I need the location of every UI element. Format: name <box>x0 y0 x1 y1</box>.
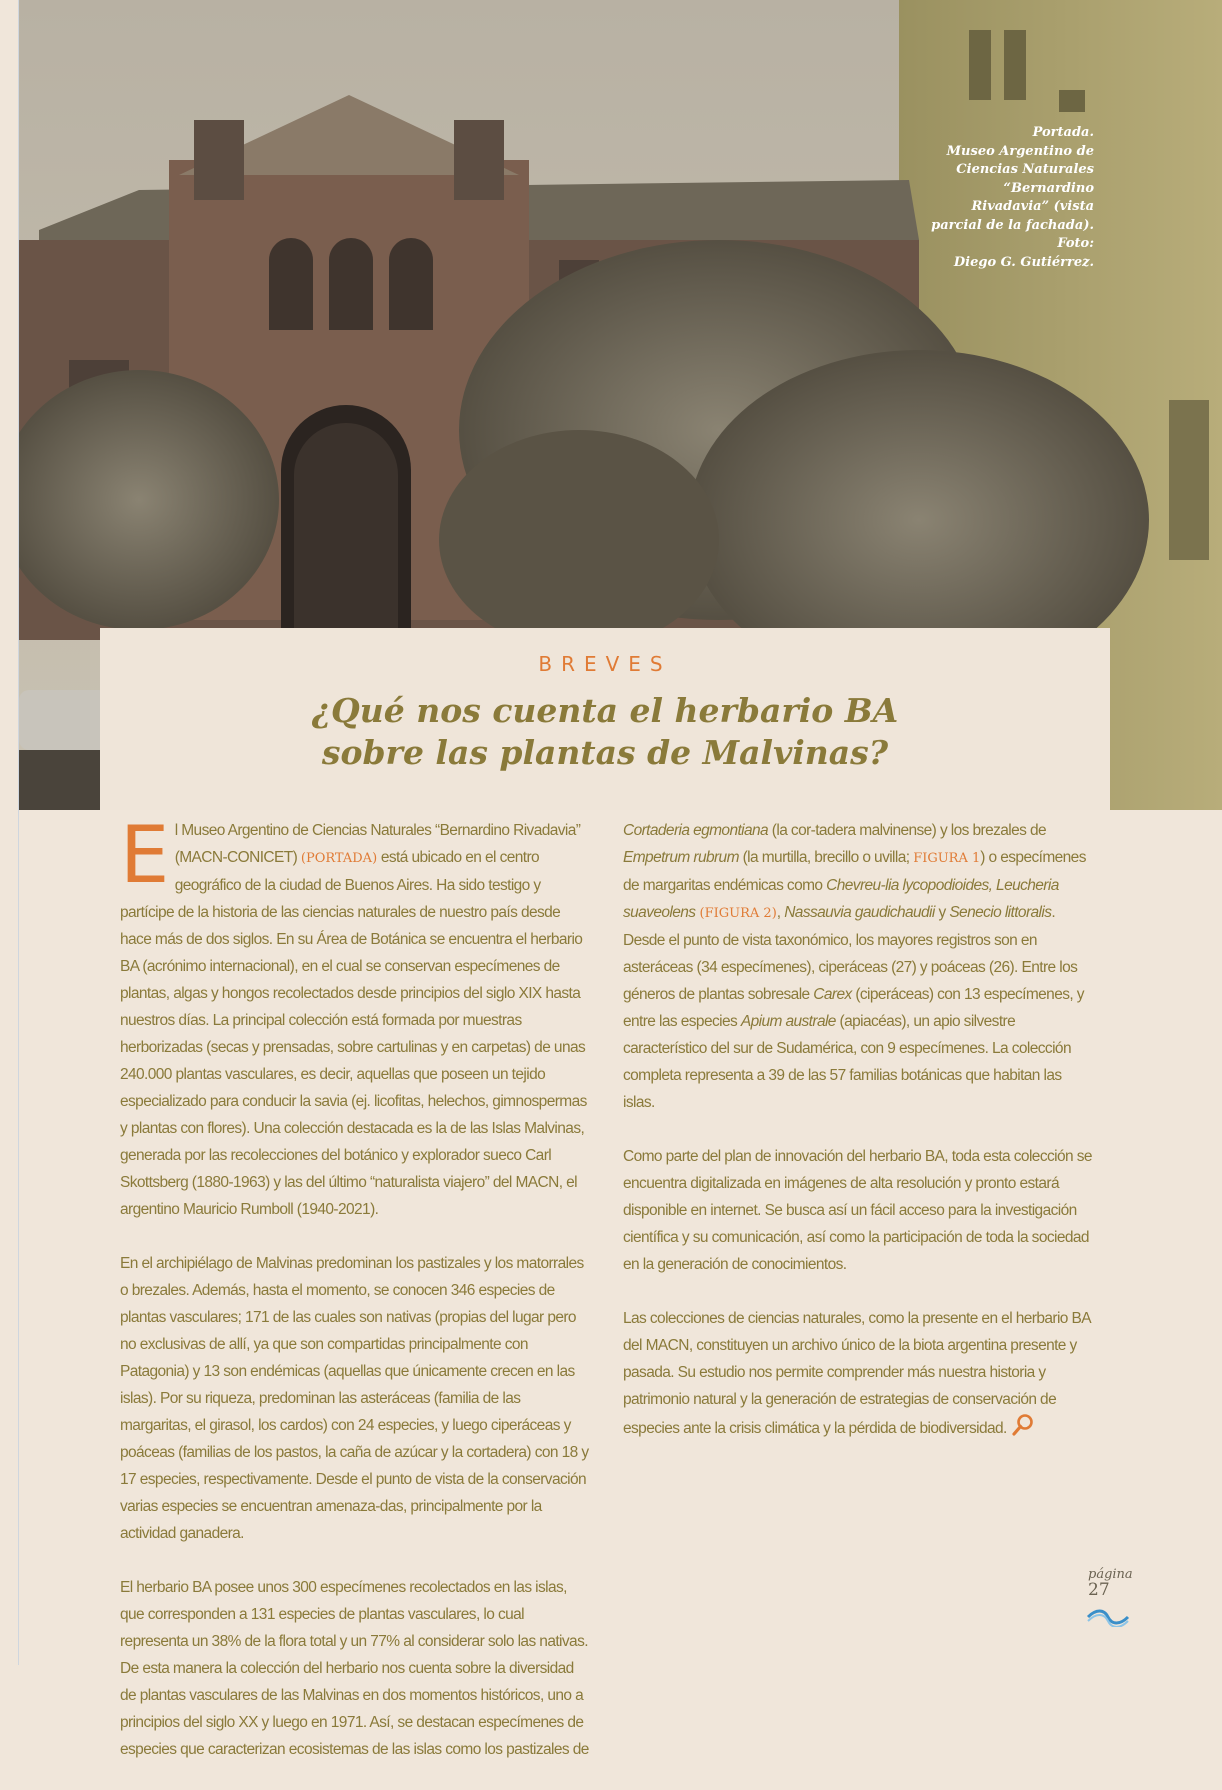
article-title: ¿Qué nos cuenta el herbario BA sobre las plantas de Malvinas? <box>311 691 899 772</box>
paragraph-3-start: El herbario BA posee unos 300 especímenes recolectados en las islas, que corresponden a 131 especies de plantas vasculares, lo cual representa un 38% de la flora total y un 77% al considerar solo las nativas. De esta manera la colección del herbario nos cuenta sobre la diversidad de plantas vasculares de las Malvinas en dos momentos históricos, uno a principios del siglo XX y luego en 1971. Así, se destacan especímenes de especies que caracterizan ecosistemas de las islas como los pastizales de <box>120 1579 589 1758</box>
page-number: página 27 <box>1088 1567 1133 1600</box>
figure-ref-2[interactable]: (FIGURA 2) <box>695 906 777 921</box>
figure-ref-portada[interactable]: (PORTADA) <box>300 851 378 866</box>
photo-caption: Portada. Museo Argentino de Ciencias Naturales “Bernardino Rivadavia” (vista parcial de la fachada). Foto: Diego G. Gutiérrez. <box>931 125 1094 270</box>
column-left <box>120 811 590 1790</box>
paragraph-3-cont: Cortaderia egmontiana (la cor-tadera malvinense) y los brezales de Empetrum rubrum (la murtilla, brecillo o uvilla; FIGURA 1) o especímenes de margaritas endémicas como Chevreu-lia lycopodioides, Leucheria suaveolens (FIGURA 2), Nassauvia gaudichaudii y Senecio littoralis. Desde el punto de vista taxonómico, los mayores registros son en asteráceas (34 especímenes), ciperáceas (27) y poáceas (26). Entre los géneros de plantas sobresale Carex (ciperáceas) con 13 especímenes, y entre las especies Apium australe (apiacéas), un apio silvestre característico del sur de Sudamérica, con 9 especímenes. La colección completa representa a 39 de las 57 familias botánicas que habitan las islas. <box>623 822 1086 1111</box>
figure-ref-1[interactable]: FIGURA 1 <box>913 851 981 866</box>
column-right <box>623 817 1095 1473</box>
paragraph-2: En el archipiélago de Malvinas predominan los pastizales y los matorrales o brezales. Además, hasta el momento, se conocen 346 especies de plantas vasculares; 171 de las cuales son nativas (propias del lugar pero no exclusivas de allí, ya que son compartidas principalmente con Patagonia) y 13 son endémicas (aquellas que únicamente crecen en las islas). Por su riqueza, predominan las asteráceas (familia de las margaritas, el girasol, los cardos) con 24 especies, y luego ciperáceas y poáceas (familias de los pastos, la caña de azúcar y la cortadera) con 18 y 17 especies, respectivamente. Desde el punto de vista de la conservación varias especies se encuentran amenaza-das, principalmente por la actividad ganadera. <box>120 1255 589 1542</box>
paragraph-1: El Museo Argentino de Ciencias Naturales “Bernardino Rivadavia” (MACN-CONICET) (PORTADA) está ubicado en el centro geográfico de la ciudad de Buenos Aires. Ha sido testigo y partícipe de la historia de las ciencias naturales de nuestro país desde hace más de dos siglos. En su Área de Botánica se encuentra el herbario BA (acrónimo internacional), en el cual se conservan especímenes de plantas, algas y hongos recolectados desde principios del siglo XIX hasta nuestros días. La principal colección está formada por muestras herborizadas (secas y prensadas, sobre cartulinas y en carpetas) de unas 240.000 plantas vasculares, es decir, aquellas que poseen un tejido especializado para conducir la savia (ej. licofitas, helechos, gimnospermas y plantas con flores). Una colección destacada es la de las Islas Malvinas, generada por las recolecciones del botánico y explorador sueco Carl Skottsberg (1880-1963) y las del último “naturalista viajero” del MACN, el argentino Mauricio Rumboll (1940-2021). <box>120 811 587 1218</box>
drop-cap: E <box>120 811 169 901</box>
search-icon <box>1011 1413 1035 1446</box>
wave-logo <box>1086 1607 1130 1627</box>
article-header <box>100 628 1110 810</box>
paragraph-4: Como parte del plan de innovación del herbario BA, toda esta colección se encuentra digitalizada en imágenes de alta resolución y pronto estará disponible en internet. Se busca así un fácil acceso para la investigación científica y su comunicación, así como la participación de toda la sociedad en la generación de conocimientos. <box>623 1148 1092 1273</box>
section-kicker: BREVES <box>538 652 672 676</box>
paragraph-5: Las colecciones de ciencias naturales, como la presente en el herbario BA del MACN, constituyen un archivo único de la biota argentina presente y pasada. Su estudio nos permite comprender más nuestra historia y patrimonio natural y la generación de estrategias de conservación de especies ante la crisis climática y la pérdida de biodiversidad. <box>623 1305 1095 1446</box>
